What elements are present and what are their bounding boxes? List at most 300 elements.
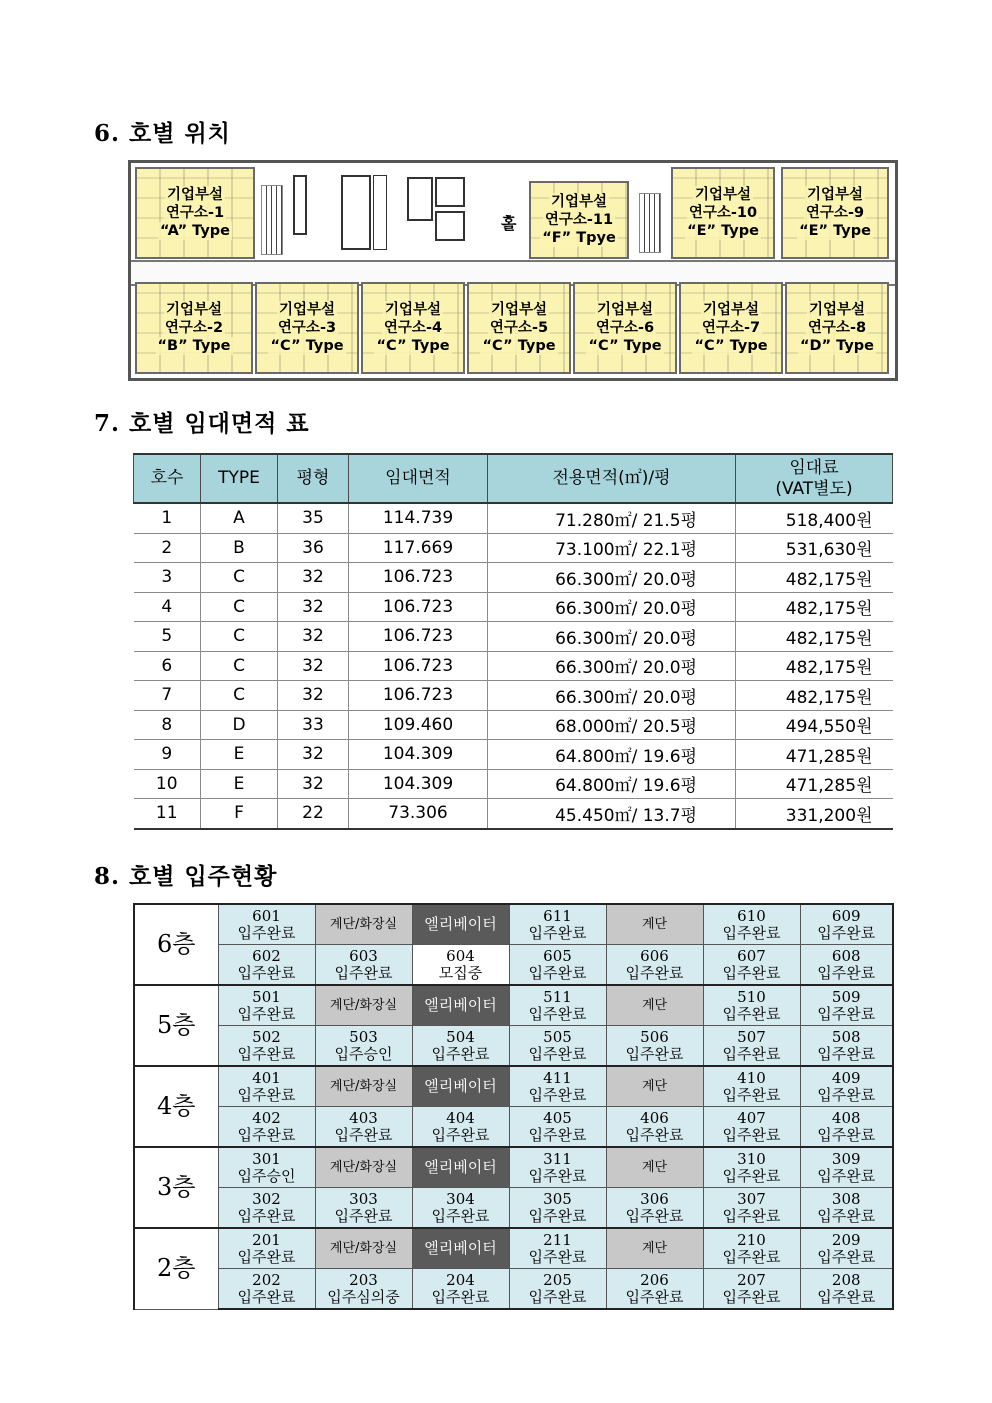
table-cell: 8 (134, 710, 201, 740)
stairs-cell: 계단 (606, 904, 703, 945)
room-number: 606 (640, 946, 669, 965)
room-status: 입주완료 (722, 1004, 781, 1023)
room-status: 입주완료 (431, 1044, 490, 1063)
unit-7 (679, 282, 783, 374)
room-status: 입주완료 (722, 923, 781, 942)
table-cell: 104.309 (349, 740, 488, 770)
room-number: 510 (737, 987, 766, 1006)
table-cell: 64.800㎡/ 19.6평 (488, 740, 736, 770)
table-cell: B (201, 533, 278, 563)
room-number: 502 (252, 1027, 281, 1046)
table-cell: 471,285원 (736, 740, 893, 770)
room-number: 311 (543, 1149, 572, 1168)
unit-label: “F” Tpye (542, 230, 616, 246)
table-cell: 32 (278, 681, 349, 711)
room-status: 입주완료 (237, 963, 296, 982)
table-cell: 6 (134, 651, 201, 681)
room-number: 303 (349, 1189, 378, 1208)
stairs-cell: 계단 (606, 1147, 703, 1188)
unit-5 (467, 282, 571, 374)
room-status: 입주완료 (722, 1044, 781, 1063)
room-status: 입주완료 (625, 1287, 684, 1306)
table-cell: 68.000㎡/ 20.5평 (488, 710, 736, 740)
room-number: 505 (543, 1027, 572, 1046)
unit-label: 기업부설 (490, 302, 548, 318)
stairs-cell: 계단 (606, 1228, 703, 1269)
room-status: 입주완료 (817, 1125, 876, 1144)
room-number: 202 (252, 1270, 281, 1289)
floor-row (134, 1107, 893, 1148)
stairs-cell: 계단 (606, 1066, 703, 1107)
room-number: 305 (543, 1189, 572, 1208)
room-cell (509, 1107, 606, 1148)
unit-2 (135, 282, 253, 374)
table-cell: 7 (134, 681, 201, 711)
room-number: 209 (831, 1230, 861, 1249)
room-cell (412, 1107, 509, 1148)
room-cell (703, 904, 800, 945)
table-cell: F (201, 799, 278, 829)
unit-label: “E” Type (799, 223, 871, 239)
table-cell: 5 (134, 622, 201, 652)
room-cell (509, 945, 606, 986)
room-cell (703, 1269, 800, 1310)
table-cell: 66.300㎡/ 20.0평 (488, 651, 736, 681)
room-cell (703, 945, 800, 986)
unit-6 (573, 282, 677, 374)
room-number: 407 (737, 1108, 766, 1127)
unit-label: 연구소-3 (277, 320, 337, 336)
occupancy-table (133, 903, 894, 1310)
room-status: 입주완료 (817, 1004, 876, 1023)
room-cell (606, 1188, 703, 1229)
table-cell: 106.723 (349, 563, 488, 593)
room-number: 401 (252, 1068, 281, 1087)
room-status: 입주완료 (431, 1125, 490, 1144)
table-cell: 109.460 (349, 710, 488, 740)
stairs-toilet-cell: 계단/화장실 (315, 1228, 412, 1269)
table-cell: 33 (278, 710, 349, 740)
table-cell: 10 (134, 769, 201, 799)
room-cell (218, 1066, 315, 1107)
room-cell (509, 1228, 606, 1269)
room-status: 입주완료 (237, 1287, 296, 1306)
room-status: 입주완료 (334, 1206, 393, 1225)
room-status: 모집중 (438, 963, 483, 982)
room-status: 입주완료 (528, 1287, 587, 1306)
room-status: 입주완료 (528, 1247, 587, 1266)
table-row (134, 651, 893, 681)
table-cell: 482,175원 (736, 592, 893, 622)
room-number: 310 (737, 1149, 766, 1168)
room-number: 208 (831, 1270, 861, 1289)
room-cell (509, 904, 606, 945)
stairs-toilet-cell: 계단/화장실 (315, 1066, 412, 1107)
table-cell: E (201, 740, 278, 770)
room-number: 307 (737, 1189, 766, 1208)
room-number: 507 (737, 1027, 766, 1046)
room-cell (509, 1026, 606, 1067)
table-cell: 66.300㎡/ 20.0평 (488, 563, 736, 593)
unit-label: 연구소-5 (489, 320, 549, 336)
room-cell (218, 985, 315, 1026)
room-cell (509, 1066, 606, 1107)
room-status: 입주완료 (625, 1044, 684, 1063)
room-cell (509, 1147, 606, 1188)
table-cell: 71.280㎡/ 21.5평 (488, 503, 736, 533)
table-cell: 35 (278, 503, 349, 533)
room-cell (800, 985, 893, 1026)
elevator-cell: 엘리베이터 (412, 1066, 509, 1107)
unit-label: “B” Type (157, 338, 231, 354)
room-cell (800, 1107, 893, 1148)
table-cell: 106.723 (349, 622, 488, 652)
room-number: 309 (831, 1149, 861, 1168)
table-cell: E (201, 769, 278, 799)
room-number: 405 (543, 1108, 572, 1127)
room-cell (509, 1269, 606, 1310)
room-cell (315, 1188, 412, 1229)
table-cell: 106.723 (349, 651, 488, 681)
room-cell (703, 1188, 800, 1229)
room-status: 입주완료 (528, 1166, 587, 1185)
room-cell (606, 1107, 703, 1148)
unit-label: 기업부설 (808, 302, 866, 318)
room-number: 504 (446, 1027, 475, 1046)
room-status: 입주완료 (431, 1287, 490, 1306)
unit-label: 연구소-8 (807, 320, 867, 336)
room-cell (800, 1066, 893, 1107)
room-cell (703, 1147, 800, 1188)
table-header-row (134, 454, 893, 503)
unit-label: 기업부설 (694, 187, 752, 203)
table-cell: 32 (278, 622, 349, 652)
table-cell: 36 (278, 533, 349, 563)
table-cell: 2 (134, 533, 201, 563)
unit-label: 연구소-10 (688, 205, 758, 221)
table-cell: C (201, 651, 278, 681)
unit-label: 기업부설 (702, 302, 760, 318)
elevator-icon (435, 177, 465, 207)
table-cell: 64.800㎡/ 19.6평 (488, 769, 736, 799)
room-number: 302 (252, 1189, 281, 1208)
room-status: 입주완료 (817, 1247, 876, 1266)
unit-10 (671, 167, 775, 259)
unit-label: “C” Type (694, 338, 768, 354)
room-number: 607 (737, 946, 766, 965)
room-cell (412, 1026, 509, 1067)
unit-label: 연구소-7 (701, 320, 761, 336)
unit-9 (781, 167, 889, 259)
table-row (134, 710, 893, 740)
unit-label: “C” Type (588, 338, 662, 354)
room-cell (315, 1026, 412, 1067)
rent-area-table (133, 453, 893, 830)
elevator-cell: 엘리베이터 (412, 985, 509, 1026)
room-status: 입주완료 (528, 1206, 587, 1225)
table-row (134, 681, 893, 711)
floor-row (134, 1269, 893, 1310)
unit-label: 연구소-4 (383, 320, 443, 336)
unit-1 (135, 167, 255, 259)
room-cell (509, 1188, 606, 1229)
table-cell: 106.723 (349, 681, 488, 711)
room-number: 501 (252, 987, 281, 1006)
table-cell: 117.669 (349, 533, 488, 563)
unit-label: 기업부설 (165, 302, 223, 318)
table-cell: 22 (278, 799, 349, 829)
room-status: 입주완료 (817, 1085, 876, 1104)
table-cell: 106.723 (349, 592, 488, 622)
room-number: 308 (831, 1189, 861, 1208)
stairs-toilet-cell: 계단/화장실 (315, 985, 412, 1026)
room-status: 입주완료 (528, 963, 587, 982)
toilet-block (407, 177, 433, 221)
table-cell: 331,200원 (736, 799, 893, 829)
room-status: 입주완료 (817, 923, 876, 942)
room-status: 입주완료 (722, 1125, 781, 1144)
room-status: 입주완료 (237, 1125, 296, 1144)
unit-4 (361, 282, 465, 374)
unit-label: 연구소-1 (165, 205, 225, 221)
table-cell: 66.300㎡/ 20.0평 (488, 622, 736, 652)
room-number: 408 (831, 1108, 861, 1127)
table-cell: 471,285원 (736, 769, 893, 799)
room-status: 입주완료 (817, 1287, 876, 1306)
room-number: 204 (446, 1270, 475, 1289)
floor-row (134, 1066, 893, 1107)
room-status: 입주완료 (722, 1166, 781, 1185)
room-cell (315, 1107, 412, 1148)
room-cell (218, 945, 315, 986)
table-cell: 482,175원 (736, 681, 893, 711)
table-row (134, 740, 893, 770)
table-cell: 518,400원 (736, 503, 893, 533)
unit-label: “C” Type (482, 338, 556, 354)
room-number: 210 (737, 1230, 766, 1249)
room-status: 입주완료 (237, 1206, 296, 1225)
floor-label: 3층 (134, 1147, 218, 1228)
room-cell (703, 1107, 800, 1148)
room-number: 304 (446, 1189, 475, 1208)
room-cell (800, 904, 893, 945)
toilet-block (373, 175, 387, 250)
room-number: 509 (831, 987, 861, 1006)
section-8-title: 8. 호별 입주현황 (94, 863, 278, 890)
room-cell (606, 1269, 703, 1310)
toilet-block (293, 175, 307, 235)
room-status: 입주완료 (625, 963, 684, 982)
unit-label: 기업부설 (166, 187, 224, 203)
room-cell (606, 945, 703, 986)
col-header: 임대료 (VAT별도) (736, 454, 893, 503)
room-cell (218, 1026, 315, 1067)
table-cell: 45.450㎡/ 13.7평 (488, 799, 736, 829)
room-cell (218, 1228, 315, 1269)
table-cell: 531,630원 (736, 533, 893, 563)
stairs-toilet-cell: 계단/화장실 (315, 1147, 412, 1188)
room-status: 입주완료 (722, 1287, 781, 1306)
table-row (134, 533, 893, 563)
room-status: 입주완료 (237, 1247, 296, 1266)
room-number: 410 (737, 1068, 766, 1087)
room-number: 206 (640, 1270, 669, 1289)
elevator-cell: 엘리베이터 (412, 904, 509, 945)
table-cell: 482,175원 (736, 651, 893, 681)
room-status: 입주완료 (237, 923, 296, 942)
table-cell: 32 (278, 563, 349, 593)
floor-row (134, 1147, 893, 1188)
room-number: 404 (446, 1108, 475, 1127)
unit-label: “E” Type (687, 223, 759, 239)
stair-icon (261, 185, 283, 255)
room-number: 611 (543, 906, 572, 925)
floor-row (134, 985, 893, 1026)
floor-row (134, 1026, 893, 1067)
room-number: 201 (252, 1230, 281, 1249)
elevator-cell: 엘리베이터 (412, 1228, 509, 1269)
room-cell (412, 1269, 509, 1310)
table-row (134, 503, 893, 533)
room-cell (509, 985, 606, 1026)
unit-label: 기업부설 (278, 302, 336, 318)
unit-label: 연구소-6 (595, 320, 655, 336)
table-cell: 11 (134, 799, 201, 829)
room-status: 입주완료 (817, 963, 876, 982)
room-number: 603 (349, 946, 378, 965)
room-number: 503 (349, 1027, 378, 1046)
table-cell: 32 (278, 769, 349, 799)
table-cell: 482,175원 (736, 563, 893, 593)
room-status: 입주완료 (722, 1085, 781, 1104)
table-cell: 104.309 (349, 769, 488, 799)
room-cell (800, 1228, 893, 1269)
room-status: 입주완료 (431, 1206, 490, 1225)
col-header: 평형 (278, 454, 349, 503)
floor-label: 4층 (134, 1066, 218, 1147)
room-status: 입주완료 (528, 1125, 587, 1144)
room-status: 입주완료 (334, 963, 393, 982)
room-status: 입주완료 (817, 1044, 876, 1063)
room-cell (218, 1107, 315, 1148)
stairs-toilet-cell: 계단/화장실 (315, 904, 412, 945)
room-status: 입주완료 (237, 1085, 296, 1104)
floor-plan (128, 160, 898, 381)
floor-label: 6층 (134, 904, 218, 985)
unit-label: 기업부설 (596, 302, 654, 318)
unit-label: “D” Type (800, 338, 874, 354)
room-status: 입주완료 (528, 1085, 587, 1104)
room-cell (218, 1188, 315, 1229)
table-cell: C (201, 563, 278, 593)
room-status: 입주완료 (237, 1044, 296, 1063)
table-row (134, 622, 893, 652)
room-number: 406 (640, 1108, 669, 1127)
room-number: 609 (831, 906, 861, 925)
unit-8 (785, 282, 889, 374)
floor-row (134, 1188, 893, 1229)
room-cell (315, 945, 412, 986)
room-cell (703, 985, 800, 1026)
room-status: 입주완료 (817, 1166, 876, 1185)
room-number: 506 (640, 1027, 669, 1046)
room-number: 203 (349, 1270, 378, 1289)
table-cell: 494,550원 (736, 710, 893, 740)
toilet-block (341, 175, 371, 250)
table-cell: 32 (278, 592, 349, 622)
room-status: 입주완료 (528, 1044, 587, 1063)
room-status: 입주완료 (237, 1004, 296, 1023)
col-header: TYPE (201, 454, 278, 503)
col-header: 호수 (134, 454, 201, 503)
room-status: 입주완료 (722, 1206, 781, 1225)
room-cell (412, 945, 509, 986)
table-cell: 73.306 (349, 799, 488, 829)
room-status: 입주완료 (722, 1247, 781, 1266)
hall-label: 홀 (501, 214, 517, 233)
room-status: 입주완료 (625, 1206, 684, 1225)
room-cell (800, 1269, 893, 1310)
table-cell: 66.300㎡/ 20.0평 (488, 592, 736, 622)
room-number: 601 (252, 906, 281, 925)
table-cell: 73.100㎡/ 22.1평 (488, 533, 736, 563)
room-number: 411 (543, 1068, 572, 1087)
room-number: 605 (543, 946, 572, 965)
table-row (134, 563, 893, 593)
table-cell: 114.739 (349, 503, 488, 533)
room-number: 402 (252, 1108, 281, 1127)
table-cell: 32 (278, 740, 349, 770)
room-status: 입주승인 (334, 1044, 393, 1063)
room-cell (800, 1147, 893, 1188)
room-number: 211 (543, 1230, 572, 1249)
table-cell: A (201, 503, 278, 533)
unit-label: “A” Type (160, 223, 230, 239)
floor-row (134, 945, 893, 986)
room-cell (800, 945, 893, 986)
table-row (134, 592, 893, 622)
room-cell (800, 1188, 893, 1229)
room-status: 입주완료 (817, 1206, 876, 1225)
room-number: 511 (543, 987, 572, 1006)
table-cell: 1 (134, 503, 201, 533)
section-6-title: 6. 호별 위치 (94, 120, 231, 147)
table-row (134, 799, 893, 829)
room-status: 입주심의중 (327, 1287, 400, 1306)
room-status: 입주완료 (334, 1125, 393, 1144)
room-number: 602 (252, 946, 281, 965)
room-number: 604 (446, 946, 475, 965)
table-cell: 3 (134, 563, 201, 593)
table-cell: D (201, 710, 278, 740)
table-cell: C (201, 681, 278, 711)
room-status: 입주완료 (625, 1125, 684, 1144)
stair-icon (639, 193, 661, 253)
room-cell (606, 1026, 703, 1067)
room-cell (218, 1147, 315, 1188)
room-number: 403 (349, 1108, 378, 1127)
stairs-cell: 계단 (606, 985, 703, 1026)
room-cell (800, 1026, 893, 1067)
unit-label: 기업부설 (384, 302, 442, 318)
room-cell (703, 1066, 800, 1107)
room-status: 입주완료 (528, 923, 587, 942)
elevator-icon (435, 211, 465, 241)
room-number: 610 (737, 906, 766, 925)
room-number: 306 (640, 1189, 669, 1208)
unit-3 (255, 282, 359, 374)
room-cell (315, 1269, 412, 1310)
